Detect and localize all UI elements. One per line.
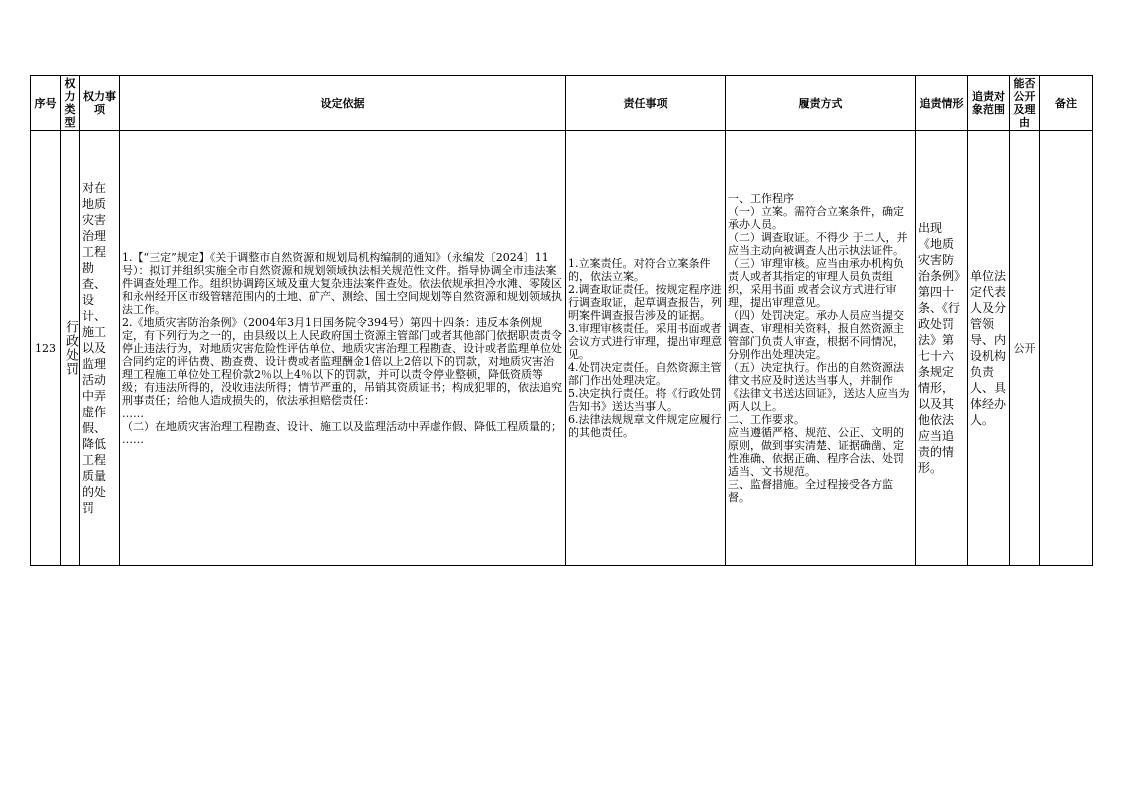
disclosure-text: 公开: [1013, 341, 1036, 355]
header-responsibility: 责任事项: [566, 76, 726, 131]
power-type-cell: [61, 131, 80, 566]
accountability-text: 出现《地质灾害防治条例》第四十条、《行政处罚法》第七十六条规定情形，以及其他依法应当追责的情形。: [918, 221, 961, 475]
scope-cell: [968, 131, 1010, 566]
accountability-cell: [916, 131, 968, 566]
remark-cell: [1040, 131, 1093, 566]
header-method: 履责方式: [726, 76, 916, 131]
method-cell: [726, 131, 916, 566]
power-type-text: 行政处罚: [63, 320, 78, 376]
responsibility-text: 1.立案责任。对符合立案条件的，依法立案。 2.调查取证责任。按规定程序进行调查取证，起草调查报告，列明案件调查报告涉及的证据。 3.审理审核责任。采用书面或者会议方式进行审理，提出审理意见。 4.处罚决定责任。自然资源主管部门作出处理决定。 5.决定执行责任。将《行政处罚告知书》送达当事人。 6.法律法规规章文件规定应履行的其他责任。: [568, 257, 722, 439]
header-power-type: 权力类型: [61, 76, 80, 131]
row-number: [31, 131, 61, 566]
header-no: 序号: [31, 76, 61, 131]
power-item-cell: [80, 131, 120, 566]
header-basis: 设定依据: [120, 76, 566, 131]
basis-cell: [120, 131, 566, 566]
power-list-table: [30, 75, 1093, 566]
power-item-text: 对在地质灾害治理工程勘查、设计、施工以及监理活动中弄虚作假、降低工程质量的处罚: [82, 181, 107, 515]
header-disclosure: 能否公开及理由: [1010, 76, 1040, 131]
header-scope: 追责对象范围: [968, 76, 1010, 131]
responsibility-cell: [566, 131, 726, 566]
scope-text: 单位法定代表人及分管领导、内设机构负责人、具体经办人。: [970, 269, 1007, 427]
header-remark: 备注: [1040, 76, 1093, 131]
header-power-item: 权力事项: [80, 76, 120, 131]
basis-text: 1.【“三定”规定】《关于调整市自然资源和规划局机构编制的通知》（永编发〔2024〕11号）：拟订并组织实施全市自然资源和规划领域执法相关规范性文件。指导协调全市违法案件调查处理工作。组织协调跨区域及重大复杂违法案件查处。依法依规承担冷水滩、零陵区和永州经开区市级管辖范围内的土地、矿产、测绘、国土空间规划等自然资源和规划领域执法工作。 2.《地质灾害防治条例》（2004年3月1日国务院令394号）第四十四条：违反本条例规定，有下列行为之一的，由县级以上人民政府国土资源主管部门或者其他部门依据职责责令停止违法行为，对地质灾害危险性评估单位、地质灾害治理工程勘查、设计或者监理单位处合同约定的评估费、勘查费、设计费或者监理酬金1倍以上2倍以下的罚款，对地质灾害治理工程施工单位处工程价款2％以上4％以下的罚款，并可以责令停业整顿，降低资质等级；有违法所得的，没收违法所得；情节严重的，吊销其资质证书；构成犯罪的，依法追究刑事责任；给他人造成损失的，依法承担赔偿责任： …… （二）在地质灾害治理工程勘查、设计、施工以及监理活动中弄虚作假、降低工程质量的； ……: [122, 250, 562, 446]
method-text: 一、工作程序 （一）立案。需符合立案条件，确定承办人员。 （二）调查取证。不得少 于二人，并应当主动向被调查人出示执法证件。 （三）审理审核。应当由承办机构负责人或者其指定的审理人员负责组织，采用书面 或者会议方式进行审理，提出审理意见。 （四）处罚决定。承办人员应当提交调查、审理相关资料，报自然资源主管部门负责人审查，根据不同情况，分别作出处理决定。 （五）决定执行。作出的自然资源法律文书应及时送达当事人，并制作《法律文书送达回证》，送达人应当为两人以上。 二、工作要求。 应当遵循严格、规范、公正、文明的原则，做到事实清楚、证据确凿、定性准确、依据正确、程序合法、处罚适当、文书规范。 三、监督措施。全过程接受各方监督。: [728, 192, 910, 504]
header-row: [31, 76, 1093, 131]
disclosure-cell: [1010, 131, 1040, 566]
row-number-text: 123: [35, 341, 56, 355]
header-accountability: 追责情形: [916, 76, 968, 131]
table-row: [31, 131, 1093, 566]
